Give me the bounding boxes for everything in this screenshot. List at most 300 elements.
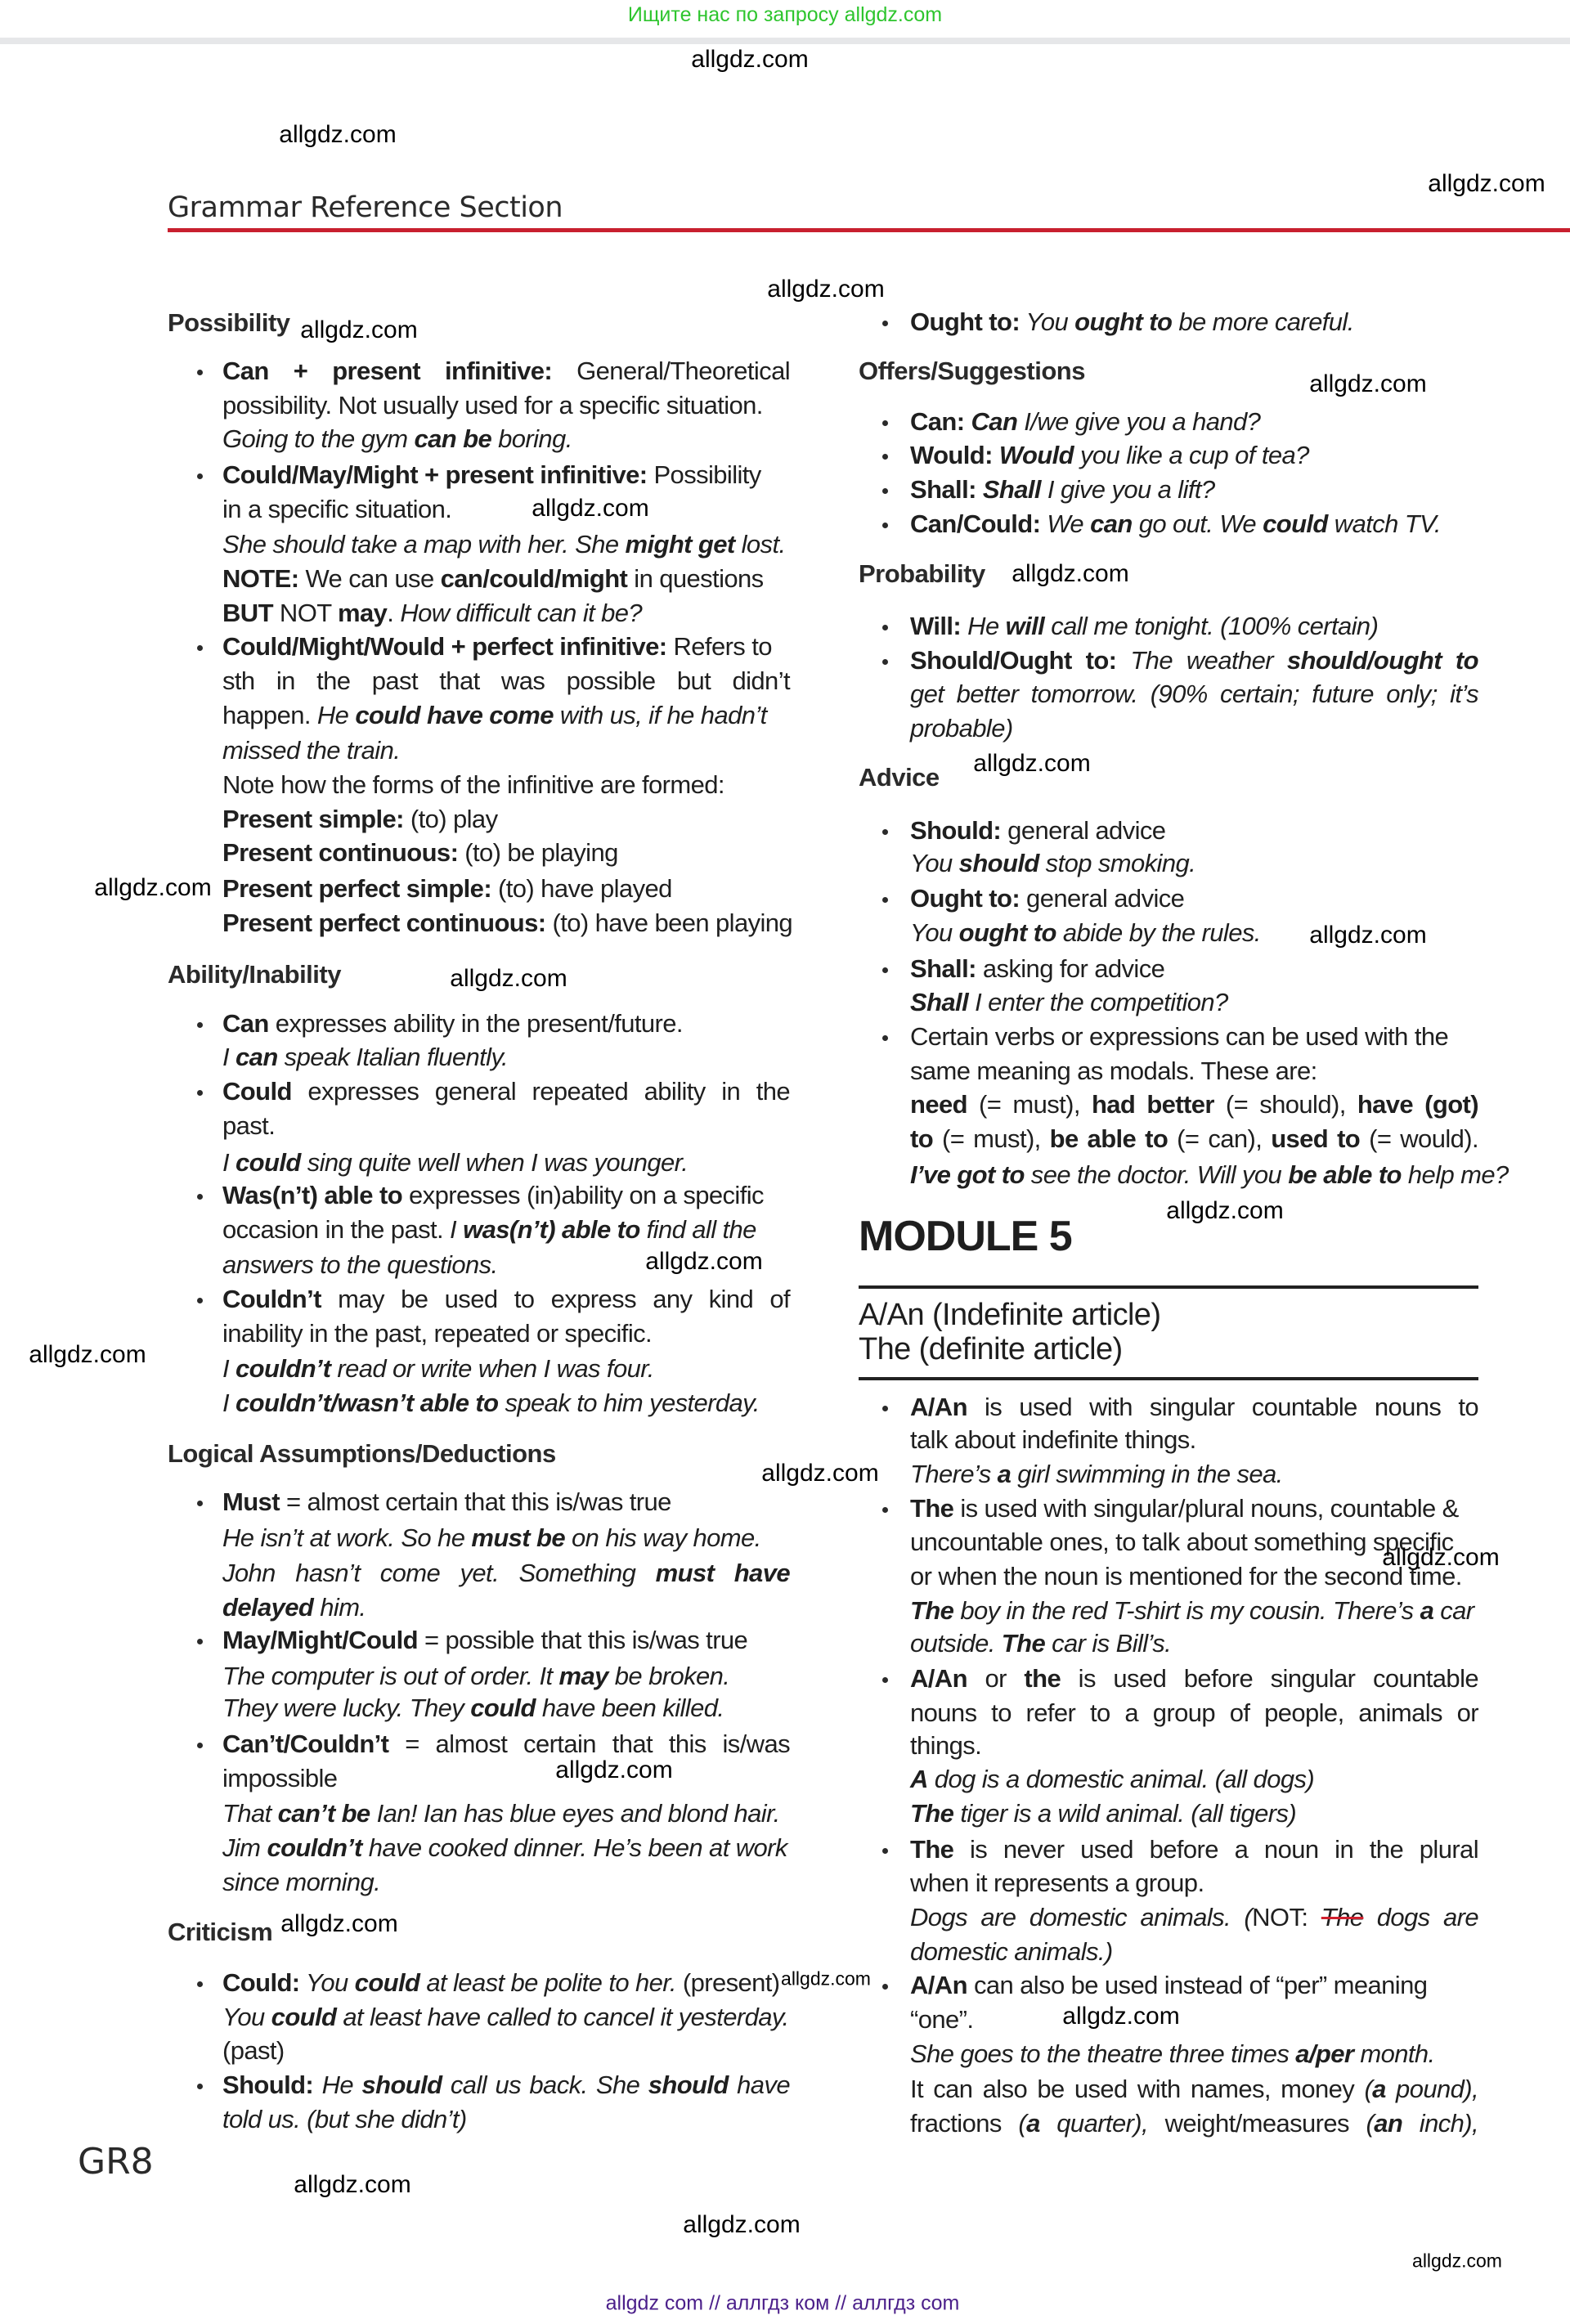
watermark: allgdz.com (279, 121, 397, 148)
bullet-icon (882, 1507, 888, 1513)
text-segment: (= must), (933, 1124, 1050, 1153)
text-line (222, 1624, 747, 1657)
module-rule-bottom (859, 1377, 1478, 1380)
text-segment: is never used before a noun in the plural (953, 1835, 1478, 1864)
text-line (910, 2038, 1435, 2071)
bullet-icon (882, 967, 888, 973)
text-line (910, 1867, 1204, 1900)
text-segment: is used with singular countable nouns to (967, 1393, 1478, 1421)
emphasis-text: A/An (910, 1664, 967, 1693)
text-segment: have cooked dinner. He’s been at work (361, 1833, 787, 1862)
text-line (910, 1526, 1454, 1559)
text-segment: may be used to express any kind of (321, 1285, 790, 1313)
watermark: allgdz.com (1166, 1197, 1284, 1224)
text-segment: (past) (222, 2036, 285, 2065)
emphasis-text: Could: (222, 1968, 300, 1997)
watermark: allgdz.com (1428, 170, 1545, 197)
bullet-icon (197, 1298, 203, 1303)
text-line (910, 1492, 1459, 1525)
text-line (222, 389, 763, 422)
emphasis-text: A/An (910, 1393, 967, 1421)
emphasis-text: can’t be (277, 1799, 370, 1828)
text-line (910, 1730, 981, 1762)
text-line (910, 439, 1309, 472)
text-segment: past. (222, 1111, 276, 1140)
text-line (910, 2073, 1478, 2106)
emphasis-text: Can + present infinitive: (222, 357, 553, 385)
text-segment: have been killed. (535, 1694, 724, 1722)
text-line (910, 2003, 973, 2036)
section-heading-criticism: Criticism (168, 1918, 273, 1946)
banner-divider (0, 38, 1570, 44)
bullet-icon (882, 625, 888, 630)
text-line (910, 1969, 1427, 2002)
emphasis-text: could (354, 1968, 420, 1997)
watermark: allgdz.com (973, 750, 1091, 777)
text-segment: general advice (1001, 816, 1166, 845)
text-line (222, 1660, 729, 1693)
emphasis-text: may (558, 1662, 608, 1690)
text-line (910, 306, 1354, 339)
emphasis-text: Can (222, 1009, 269, 1038)
text-line (222, 2035, 285, 2067)
emphasis-text: Should: (222, 2071, 314, 2099)
text-segment: He (961, 612, 1006, 640)
text-segment: expresses (in)ability on a specific (402, 1181, 764, 1209)
bullet-icon (197, 1639, 203, 1644)
emphasis-text: a (1420, 1596, 1434, 1625)
text-line (910, 2107, 1478, 2140)
text-segment: You (910, 918, 959, 947)
text-line (222, 2001, 788, 2034)
text-segment: I (450, 1215, 464, 1244)
text-line (222, 1591, 366, 1624)
emphasis-text: Would (998, 441, 1074, 469)
text-segment: at least have called to cancel it yesterday. (336, 2003, 789, 2031)
text-segment: NOT (272, 599, 339, 627)
text-line (910, 1901, 1478, 1934)
text-line (222, 665, 790, 698)
text-segment: general advice (1020, 884, 1185, 913)
text-segment: Ian! Ian has blue eyes and blond hair. (370, 1799, 780, 1828)
bullet-icon (882, 488, 888, 494)
text-line (222, 1146, 688, 1179)
emphasis-text: must be (471, 1523, 566, 1552)
bullet-icon (882, 829, 888, 835)
bullet-icon (197, 1501, 203, 1506)
module-title: MODULE 5 (859, 1213, 1072, 1260)
emphasis-text: Present continuous: (222, 838, 459, 867)
text-segment: ( (1018, 2109, 1027, 2138)
text-segment: They were lucky. They (222, 1694, 471, 1722)
emphasis-text: a/per (1295, 2039, 1354, 2068)
text-segment: Jim (222, 1833, 267, 1862)
section-heading-ability: Ability/Inability (168, 960, 341, 989)
emphasis-text: The (910, 1799, 954, 1828)
text-segment: with us, if he hadn’t (553, 701, 767, 729)
text-segment: boy in the red T-shirt is my cousin. There’s (953, 1596, 1420, 1625)
emphasis-text: Can (971, 407, 1018, 436)
bullet-icon (882, 1848, 888, 1854)
emphasis-text: couldn’t (267, 1833, 362, 1862)
emphasis-text: NOTE: (222, 564, 299, 593)
emphasis-text: can (236, 1043, 278, 1071)
text-segment: fractions (910, 2109, 1019, 2138)
text-segment: happen. (222, 701, 317, 729)
text-line (222, 1041, 508, 1074)
text-line (910, 1560, 1462, 1593)
emphasis-text: couldn’t (236, 1354, 331, 1383)
emphasis-text: Will: (910, 612, 962, 640)
text-line (910, 644, 1478, 677)
emphasis-text: had better (1091, 1090, 1214, 1119)
text-line (222, 1007, 683, 1040)
text-segment: (to) be playing (458, 838, 618, 867)
text-segment: Refers to (666, 632, 772, 661)
text-segment (993, 441, 999, 469)
emphasis-text: I’ve got to (910, 1160, 1025, 1189)
text-segment: We (1040, 509, 1091, 538)
section-heading-logical: Logical Assumptions/Deductions (168, 1439, 556, 1468)
text-line (910, 1391, 1478, 1424)
text-segment: NOT: (1252, 1903, 1321, 1931)
text-segment: General/Theoretical (552, 357, 790, 385)
text-segment: You (299, 1968, 355, 1997)
text-segment: on his way home. (565, 1523, 761, 1552)
text-line (910, 1627, 1171, 1660)
section-heading-probability: Probability (859, 559, 985, 588)
watermark: allgdz.com (280, 1910, 398, 1937)
text-line (222, 1486, 671, 1519)
emphasis-text: Could/May/Might + present infinitive: (222, 460, 648, 489)
bullet-icon (197, 1022, 203, 1028)
emphasis-text: Ought to: (910, 307, 1020, 336)
text-segment: I (222, 1354, 236, 1383)
text-segment: in a specific situation. (222, 495, 452, 523)
bullet-icon (882, 1406, 888, 1411)
emphasis-text: could (236, 1148, 301, 1177)
text-segment: month. (1353, 2039, 1435, 2068)
emphasis-text: an (1374, 2109, 1403, 2138)
text-line (222, 803, 497, 836)
watermark: allgdz.com (1309, 922, 1427, 949)
text-segment: I (222, 1043, 236, 1071)
text-segment: possibility. Not usually used for a specific situation. (222, 391, 763, 419)
text-segment: inability in the past, repeated or specific. (222, 1319, 653, 1348)
text-segment: ( (1366, 2109, 1375, 2138)
bullet-icon (882, 1677, 888, 1683)
text-line (910, 678, 1478, 711)
text-line (222, 1832, 787, 1864)
bullet-icon (197, 1194, 203, 1200)
emphasis-text: can/could/might (440, 564, 628, 593)
text-line (222, 563, 764, 595)
text-line (222, 769, 724, 801)
text-line (222, 734, 400, 767)
watermark: allgdz.com (645, 1248, 763, 1275)
bullet-icon (882, 659, 888, 665)
text-segment: “one”. (910, 2005, 974, 2034)
text-line (910, 712, 1013, 745)
emphasis-text: Must (222, 1487, 280, 1516)
emphasis-text: ought to (958, 918, 1056, 947)
text-segment: be more careful. (1172, 307, 1354, 336)
text-segment: abide by the rules. (1056, 918, 1261, 947)
text-segment: nouns to refer to a group of people, animals or (910, 1698, 1478, 1727)
emphasis-text: Present perfect continuous: (222, 909, 546, 937)
text-segment: We can use (298, 564, 441, 593)
module-rule-top (859, 1285, 1478, 1289)
text-segment: outside. (910, 1629, 1002, 1658)
bullet-icon (882, 897, 888, 903)
emphasis-text: could have come (355, 701, 554, 729)
text-line (910, 1088, 1478, 1121)
page-title: Grammar Reference Section (168, 191, 563, 224)
emphasis-text: Shall: (910, 954, 976, 983)
emphasis-text: could (1263, 509, 1328, 538)
text-line (222, 1728, 790, 1761)
text-line (910, 1123, 1478, 1155)
text-segment: (= must), (967, 1090, 1092, 1119)
text-segment: He (313, 2071, 362, 2099)
emphasis-text: will (1005, 612, 1045, 640)
watermark: allgdz.com (1012, 560, 1129, 587)
text-line (910, 986, 1228, 1019)
bullet-icon (197, 1743, 203, 1748)
text-segment: John hasn’t come yet. Something (222, 1559, 656, 1587)
text-segment: He (316, 701, 356, 729)
bullet-icon (197, 473, 203, 479)
text-segment: car (1433, 1596, 1474, 1625)
text-line (222, 873, 672, 905)
page-number: GR8 (78, 2141, 154, 2183)
text-segment: in questions (627, 564, 764, 593)
emphasis-text: May/Might/Could (222, 1626, 418, 1654)
text-line (222, 2069, 790, 2102)
text-line (222, 355, 790, 388)
emphasis-text: Should: (910, 816, 1002, 845)
watermark: allgdz.com (761, 1460, 879, 1487)
text-segment: is used before singular countable (1061, 1664, 1479, 1693)
text-segment: I/we give you a hand? (1017, 407, 1261, 436)
emphasis-text: a (1372, 2075, 1386, 2103)
emphasis-text: may (338, 599, 388, 627)
text-segment: (= would). (1360, 1124, 1479, 1153)
section-heading-possibility: Possibility (168, 308, 290, 337)
emphasis-text: should (958, 849, 1039, 877)
emphasis-text: Ought to: (910, 884, 1020, 913)
text-segment: domestic animals.) (910, 1937, 1113, 1966)
text-segment: asking for advice (976, 954, 1165, 983)
emphasis-text: be able to (1049, 1124, 1169, 1153)
text-segment: Note how the forms of the infinitive are formed: (222, 770, 724, 799)
text-segment: help me? (1401, 1160, 1509, 1189)
text-line (222, 493, 451, 526)
section-heading-offers: Offers/Suggestions (859, 357, 1085, 385)
text-segment: weight/measures (1148, 2109, 1366, 2138)
strikethrough-text: The (1321, 1903, 1364, 1931)
text-line (910, 882, 1184, 915)
emphasis-text: Could (222, 1077, 292, 1106)
text-line (222, 459, 761, 491)
text-segment: inch), (1402, 2109, 1479, 2138)
text-segment: read or write when I was four. (330, 1354, 654, 1383)
text-segment: You (222, 2003, 271, 2031)
emphasis-text: have (got) (1357, 1090, 1478, 1119)
watermark: allgdz.com (691, 46, 809, 73)
text-segment: girl swimming in the sea. (1011, 1460, 1283, 1488)
text-segment: speak to him yesterday. (498, 1389, 760, 1417)
text-segment: You (1020, 307, 1075, 336)
text-segment: How difficult can it be? (400, 599, 643, 627)
text-line (222, 1692, 724, 1725)
text-line (910, 1055, 1317, 1088)
bullet-icon (197, 1090, 203, 1096)
text-segment: or when the noun is mentioned for the second time. (910, 1562, 1462, 1590)
text-segment: impossible (222, 1764, 338, 1792)
text-segment: you like a cup of tea? (1073, 441, 1309, 469)
text-segment: things. (910, 1731, 982, 1760)
search-banner: Ищите нас по запросу allgdz.com (627, 3, 943, 26)
emphasis-text: to (910, 1124, 934, 1153)
emphasis-text: The (910, 1835, 954, 1864)
article-title-definite: The (definite article) (859, 1332, 1123, 1366)
emphasis-text: The (910, 1596, 954, 1625)
emphasis-text: can be (414, 424, 492, 453)
text-segment: boring. (491, 424, 572, 453)
emphasis-text: Present perfect simple: (222, 874, 492, 903)
text-segment: (= should), (1213, 1090, 1357, 1119)
watermark: allgdz.com (294, 2171, 411, 2198)
bullet-icon (882, 420, 888, 426)
emphasis-text: couldn’t/wasn’t able to (236, 1389, 499, 1417)
text-segment: dogs are (1363, 1903, 1478, 1931)
emphasis-text: need (910, 1090, 967, 1119)
text-segment: expresses ability in the present/future. (268, 1009, 683, 1038)
emphasis-text: used to (1271, 1124, 1361, 1153)
watermark: allgdz.com (1062, 2003, 1180, 2030)
emphasis-text: BUT (222, 599, 273, 627)
bullet-icon (882, 454, 888, 460)
emphasis-text: The (1001, 1629, 1046, 1658)
text-segment: I (222, 1148, 236, 1177)
text-line (222, 1797, 780, 1830)
emphasis-text: should (648, 2071, 729, 2099)
text-line (222, 699, 767, 732)
text-line (910, 406, 1260, 438)
text-line (222, 1110, 275, 1142)
watermark: allgdz.com (532, 495, 649, 522)
text-segment: Going to the gym (222, 424, 415, 453)
text-segment: at least be polite to her. (419, 1968, 676, 1997)
emphasis-text: Couldn’t (222, 1285, 321, 1313)
text-segment: car is Bill’s. (1045, 1629, 1172, 1658)
emphasis-text: must have (655, 1559, 790, 1587)
bullet-icon (197, 370, 203, 375)
emphasis-text: Was(n’t) able to (222, 1181, 403, 1209)
text-line (910, 473, 1215, 506)
text-segment: call me tonight. (100% certain) (1044, 612, 1379, 640)
text-line (222, 1214, 756, 1246)
text-segment: (present) (675, 1968, 780, 1997)
text-segment (976, 475, 983, 504)
emphasis-text: the (1024, 1664, 1061, 1693)
text-segment: (= can), (1168, 1124, 1272, 1153)
emphasis-text: ought to (1074, 307, 1173, 336)
emphasis-text: a (997, 1460, 1012, 1488)
text-segment: stop smoking. (1038, 849, 1196, 877)
text-segment: watch TV. (1327, 509, 1441, 538)
text-line (222, 630, 772, 663)
watermark: allgdz.com (683, 2211, 801, 2238)
text-segment: sing quite well when I was younger. (300, 1148, 689, 1177)
text-segment: The weather (1116, 646, 1287, 675)
emphasis-text: was(n’t) able to (463, 1215, 640, 1244)
text-line (910, 1797, 1296, 1830)
text-line (222, 1762, 337, 1795)
emphasis-text: Could/Might/Would + perfect infinitive: (222, 632, 667, 661)
text-segment: quarter), (1039, 2109, 1149, 2138)
text-segment: call us back. She (442, 2071, 648, 2099)
text-line (910, 1159, 1509, 1191)
watermark: allgdz.com (1412, 2250, 1502, 2272)
emphasis-text: can (1090, 509, 1133, 538)
text-line (910, 953, 1164, 985)
footer-link[interactable]: allgdz com // аллгдз ком // аллгдз com (605, 2291, 960, 2315)
bullet-icon (882, 523, 888, 528)
text-segment: go out. We (1132, 509, 1263, 538)
text-segment: when it represents a group. (910, 1869, 1204, 1897)
emphasis-text: a (1026, 2109, 1040, 2138)
text-line (222, 597, 642, 630)
text-segment: uncountable ones, to talk about something specific (910, 1528, 1454, 1556)
text-segment: see the doctor. Will you (1024, 1160, 1289, 1189)
emphasis-text: A/An (910, 1971, 967, 1999)
bullet-icon (197, 645, 203, 651)
text-line (222, 837, 618, 869)
text-line (910, 917, 1261, 949)
text-segment: or (967, 1664, 1025, 1693)
text-segment: occasion in the past. (222, 1215, 451, 1244)
emphasis-text: Should/Ought to: (910, 646, 1117, 675)
bullet-icon (882, 1035, 888, 1041)
emphasis-text: Shall (910, 988, 969, 1016)
bullet-icon (882, 1984, 888, 1990)
text-segment: That (222, 1799, 278, 1828)
emphasis-text: delayed (222, 1593, 314, 1622)
text-segment: ( (1364, 2075, 1373, 2103)
text-segment: Certain verbs or expressions can be used with the (910, 1022, 1449, 1051)
text-line (222, 1249, 498, 1281)
text-segment: sth in the past that was possible but didn’t (222, 666, 790, 695)
bullet-icon (882, 321, 888, 326)
text-line (222, 528, 785, 561)
emphasis-text: should/ought to (1286, 646, 1478, 675)
text-line (222, 1317, 652, 1350)
text-segment: speak Italian fluently. (277, 1043, 509, 1071)
text-segment: He isn’t at work. So he (222, 1523, 472, 1552)
watermark: allgdz.com (29, 1341, 146, 1368)
emphasis-text: Present simple: (222, 805, 404, 833)
watermark: allgdz.com (300, 316, 418, 343)
text-segment: There’s (910, 1460, 998, 1488)
emphasis-text: could (470, 1694, 536, 1722)
emphasis-text: A (910, 1765, 928, 1793)
text-segment: dog is a domestic animal. (all dogs) (927, 1765, 1315, 1793)
text-segment: be broken. (608, 1662, 730, 1690)
text-line (910, 1458, 1283, 1491)
emphasis-text: could (271, 2003, 337, 2031)
